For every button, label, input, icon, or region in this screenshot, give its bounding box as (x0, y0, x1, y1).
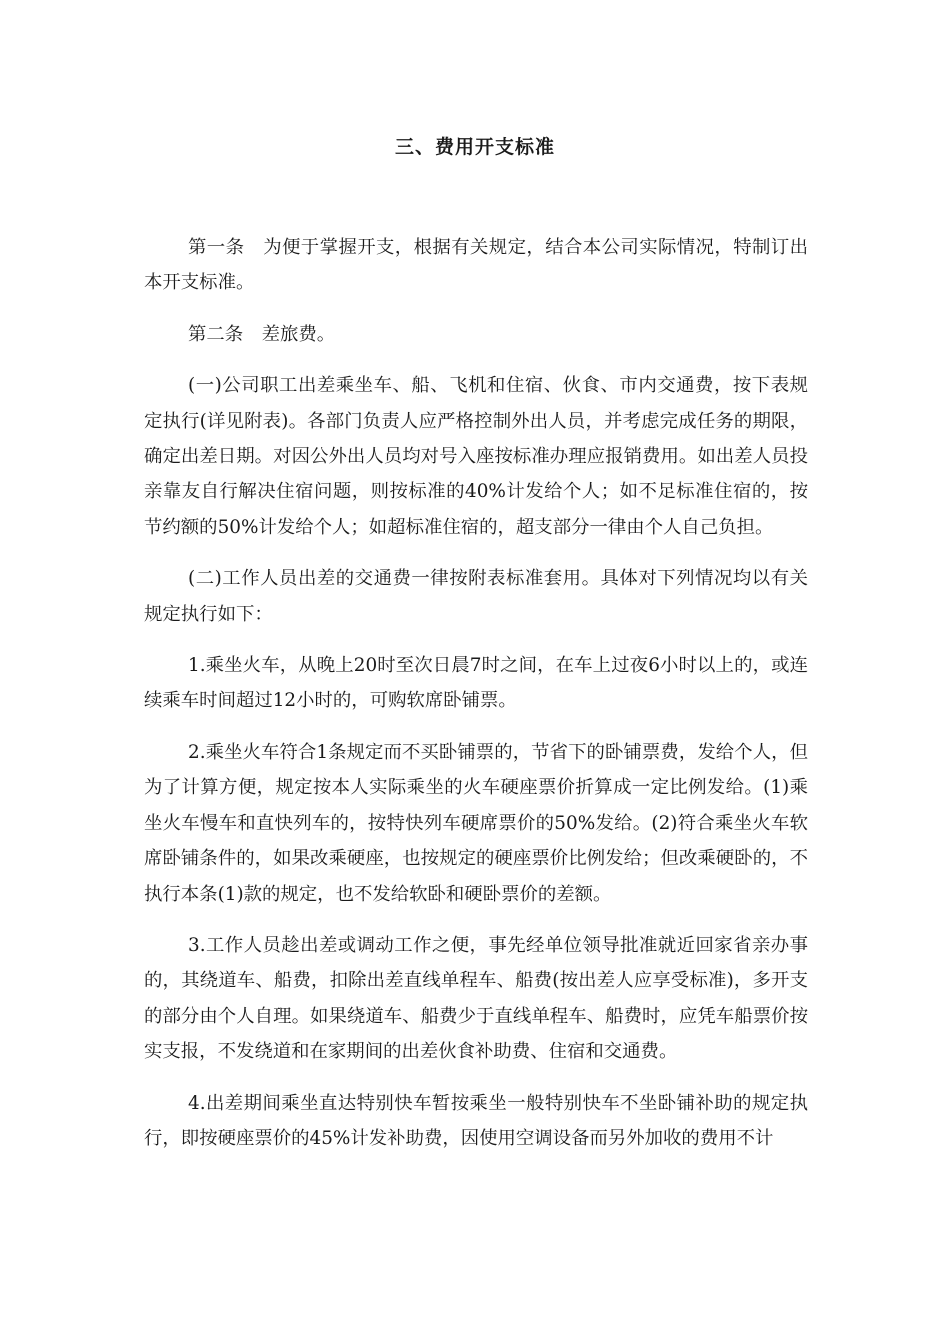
paragraph-transport-fees: (二)工作人员出差的交通费一律按附表标准套用。具体对下列情况均以有关规定执行如下： (144, 568, 808, 625)
paragraph-article-1: 第一条 为便于掌握开支，根据有关规定，结合本公司实际情况，特制订出本开支标准。 (144, 237, 808, 294)
paragraph-article-2: 第二条 差旅费。 (188, 323, 336, 345)
paragraph-item-4: 4.出差期间乘坐直达特别快车暂按乘坐一般特别快车不坐卧铺补助的规定执行，即按硬座票价的45%计发补助费，因使用空调设备而另外加收的费用不计 (144, 1092, 808, 1149)
paragraph-item-3: 3.工作人员趁出差或调动工作之便，事先经单位领导批准就近回家省亲办事的，其绕道车、船费，扣除出差直线单程车、船费(按出差人应享受标准)，多开支的部分由个人自理。如果绕道车、船费少于直线单程车、船费时，应凭车船票价按实支报，不发绕道和在家期间的出差伙食补助费、住宿和交通费。 (144, 934, 808, 1063)
document-body (144, 230, 808, 1172)
section-title: 三、费用开支标准 (394, 136, 555, 158)
paragraph-travel-standard: (一)公司职工出差乘坐车、船、飞机和住宿、伙食、市内交通费，按下表规定执行(详见附表)。各部门负责人应严格控制外出人员，并考虑完成任务的期限，确定出差日期。对因公外出人员均对号入座按标准办理应报销费用。如出差人员投亲靠友自行解决住宿问题，则按标准的40%计发给个人；如不足标准住宿的，按节约额的50%计发给个人；如超标准住宿的，超支部分一律由个人自己负担。 (144, 375, 808, 538)
paragraph-item-2: 2.乘坐火车符合1条规定而不买卧铺票的，节省下的卧铺票费，发给个人，但为了计算方便，规定按本人实际乘坐的火车硬座票价折算成一定比例发给。(1)乘坐火车慢车和直快列车的，按特快列车硬席票价的50%发给。(2)符合乘坐火车软席卧铺条件的，如果改乘硬座，也按规定的硬座票价比例发给；但改乘硬卧的，不执行本条(1)款的规定，也不发给软卧和硬卧票价的差额。 (144, 741, 808, 905)
paragraph-item-1: 1.乘坐火车，从晚上20时至次日晨7时之间，在车上过夜6小时以上的，或连续乘车时间超过12小时的，可购软席卧铺票。 (144, 655, 808, 712)
